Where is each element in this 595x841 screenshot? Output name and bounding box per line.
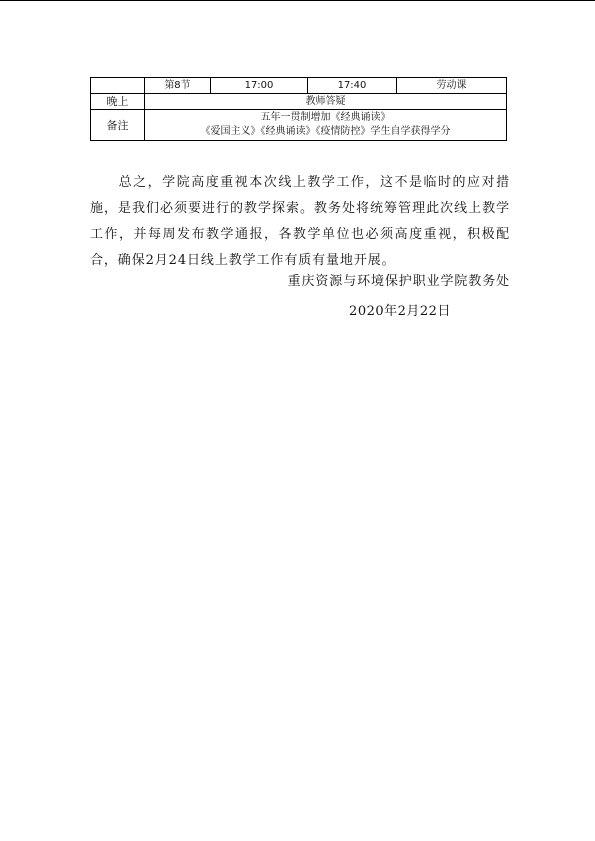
evening-content-cell: 教师答疑 xyxy=(145,94,507,110)
issuing-organization: 重庆资源与环境保护职业学院教务处 xyxy=(287,274,510,289)
remarks-line-2: 《爱国主义》《经典诵读》《疫情防控》学生自学获得学分 xyxy=(200,126,451,137)
page-top-rule xyxy=(0,0,595,1)
summary-text: 总之，学院高度重视本次线上教学工作，这不是临时的应对措施，是我们必须要进行的教学探索。教务处将统筹管理此次线上教学工作，并每周发布教学通报，各教学单位也必须高度重视，积极配合，确保2月24日线上教学工作有质有量地开展。 xyxy=(90,175,510,268)
period-cell: 第8节 xyxy=(145,78,211,94)
table-row xyxy=(91,110,507,141)
row-label xyxy=(91,78,145,94)
end-time-cell: 17:40 xyxy=(308,78,397,94)
summary-paragraph xyxy=(90,170,510,274)
remarks-cell xyxy=(145,110,507,141)
subject-cell: 劳动课 xyxy=(397,78,507,94)
schedule-table xyxy=(90,77,507,141)
row-label: 晚上 xyxy=(91,94,145,110)
remarks-line-1: 五年一贯制增加《经典诵读》 xyxy=(260,112,391,123)
table-row xyxy=(91,78,507,94)
issue-date: 2020年2月22日 xyxy=(349,304,451,319)
start-time-cell: 17:00 xyxy=(211,78,308,94)
table-row xyxy=(91,94,507,110)
row-label: 备注 xyxy=(91,110,145,141)
